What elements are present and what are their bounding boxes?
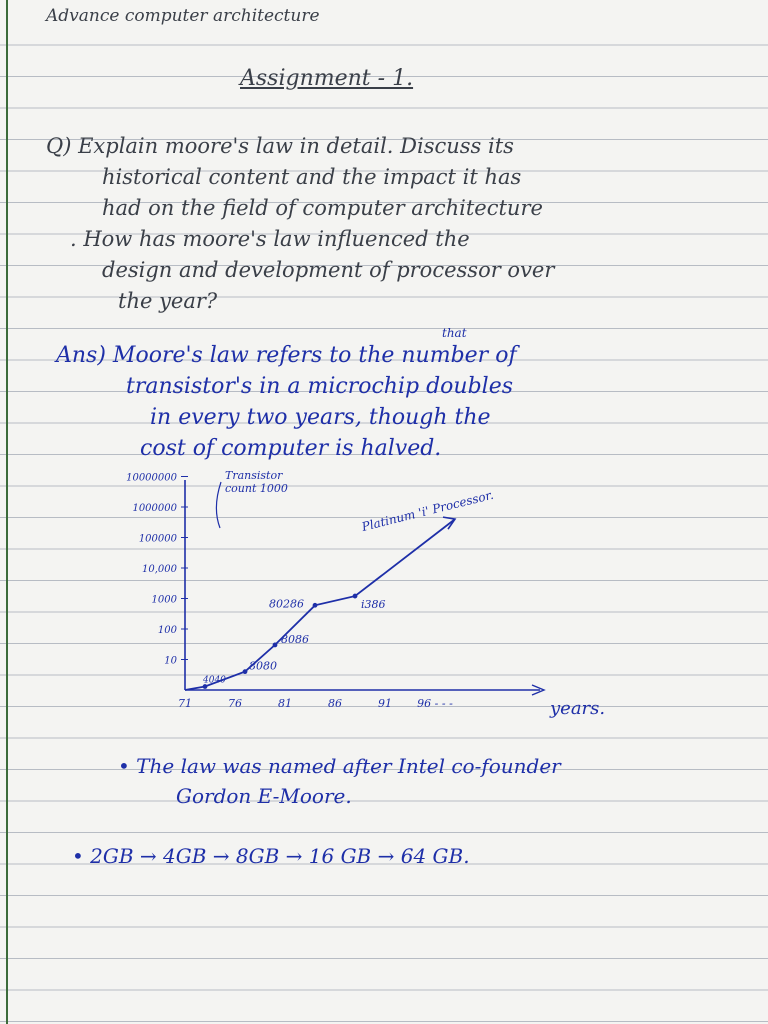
y-axis-label-cont: count 1000 [225, 482, 288, 495]
data-point [353, 594, 358, 599]
answer-line: transistor's in a microchip doubles [126, 374, 514, 399]
note-line: Gordon E-Moore. [176, 784, 352, 808]
y-tick-label: 1000000 [132, 503, 177, 514]
y-tick-label: 10 [164, 655, 177, 667]
x-tick-label: 81 [278, 697, 292, 710]
answer-line: cost of computer is halved. [140, 436, 442, 461]
data-point-label: Platinum 'i' Processor. [360, 487, 495, 535]
y-tick-label: 1000 [151, 594, 177, 606]
note-line: • The law was named after Intel co-founder [118, 754, 561, 778]
y-tick-label: 10000000 [126, 472, 177, 484]
question-line: historical content and the impact it has [102, 165, 522, 189]
x-axis-label: years. [550, 698, 606, 719]
ylabel-bracket [216, 482, 221, 528]
x-tick-label: 71 [178, 697, 192, 710]
y-axis-label: Transistor [225, 469, 283, 482]
question-line: Q) Explain moore's law in detail. Discuss its [46, 134, 514, 158]
answer-line: Ans) Moore's law refers to the number of [56, 343, 517, 368]
data-point-label: 8080 [249, 659, 277, 673]
answer-insertion: that [442, 326, 467, 340]
data-point-label: i386 [361, 598, 386, 612]
answer-line: in every two years, though the [150, 405, 491, 430]
y-tick-label: 100000 [138, 533, 177, 545]
x-tick-label: 86 [328, 697, 342, 710]
data-point [273, 643, 278, 648]
x-tick-label: 91 [378, 697, 392, 710]
question-line: had on the field of computer architecture [102, 196, 543, 220]
question-line: . How has moore's law influenced the [70, 227, 470, 251]
question-line: design and development of processor over [102, 258, 555, 282]
note-line: • 2GB → 4GB → 8GB → 16 GB → 64 GB. [72, 844, 470, 868]
page-header: Advance computer architecture [46, 6, 320, 26]
data-point-label: 4040 [203, 675, 226, 686]
data-point-label: 80286 [269, 597, 304, 611]
y-tick-label: 10,000 [142, 564, 177, 575]
data-point [313, 603, 318, 608]
y-tick-label: 100 [157, 625, 177, 636]
data-point [243, 669, 248, 674]
x-tick-label: 96 - - - [417, 697, 453, 710]
x-tick-label: 76 [228, 697, 242, 710]
data-point-label: 8086 [281, 632, 309, 646]
series-line [185, 519, 455, 690]
assignment-title: Assignment - 1. [240, 66, 414, 91]
question-line: the year? [118, 289, 218, 313]
